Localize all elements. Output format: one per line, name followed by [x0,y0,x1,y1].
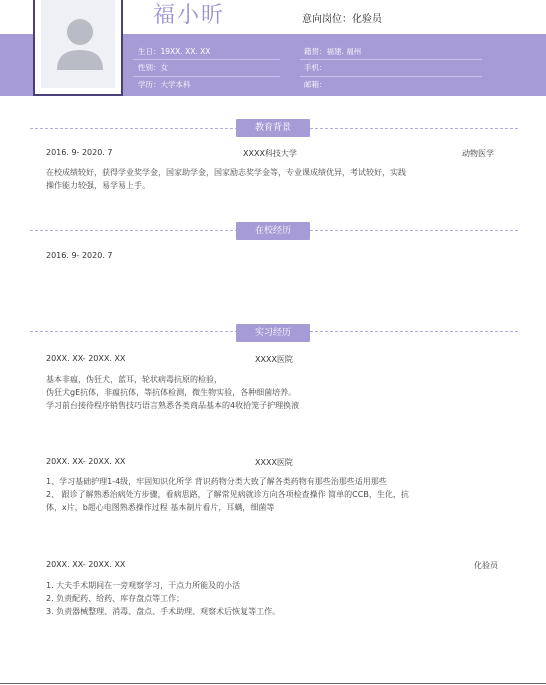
internship-org: XXXX医院 [255,355,293,364]
internship-description [46,579,280,618]
profile-photo [33,0,123,96]
job-intention: 意向岗位：化验员 [302,14,382,25]
internship-description [46,373,299,412]
education-date: 2016. 9- 2020. 7 [46,148,113,157]
avatar-icon [41,0,115,88]
phone: 手机： [304,63,327,72]
info-divider [133,59,280,60]
campus-date: 2016. 9- 2020. 7 [46,251,113,260]
birthday: 生日：19XX. XX. XX [138,47,211,56]
internship-line: 2、 跟诊了解熟悉治病处方步骤，看病思路，了解常见病就诊方向各项检查操作 简单的CCB，生化，抗 [46,490,409,499]
hometown: 籍贯：福建. 福州 [304,47,362,56]
info-divider [300,76,482,77]
internship-role: 化验员 [474,561,498,570]
info-divider [133,76,280,77]
section-title-education: 教育背景 [236,119,310,137]
internship-line: 学习前台接待程序销售技巧语言熟悉各类商品基本的4收拾笼子护理换液 [46,401,300,410]
page-bottom-border [0,683,546,684]
internship-description [46,475,409,514]
section-title-internship: 实习经历 [236,324,310,342]
education-line: 在校成绩较好，获得学业奖学金，国家助学金，国家励志奖学金等，专业课成绩优异，考试较好，实践 [46,168,406,177]
education-major: 动物医学 [462,149,494,158]
internship-line: 3. 负责器械整理、消毒、盘点、手术助理、观察术后恢复等工作。 [46,607,281,616]
internship-date: 20XX. XX- 20XX. XX [46,354,126,363]
section-title-campus: 在校经历 [236,222,310,240]
internship-date: 20XX. XX- 20XX. XX [46,457,126,466]
internship-date: 20XX. XX- 20XX. XX [46,560,126,569]
education-school: XXXX科技大学 [243,149,297,158]
internship-line: 2. 负责配药、给药、库存盘点等工作； [46,594,185,603]
internship-org: XXXX医院 [255,458,293,467]
internship-line: 1. 大夫手术期间在一旁观察学习，干点力所能及的小活 [46,581,241,590]
gender: 性别：女 [138,63,168,72]
avatar-placeholder [41,0,115,88]
internship-line: 1、学习基础护理1-4级，牢固知识化所学 背识药物分类大致了解各类药物有那些治那些适用那些 [46,477,387,486]
internship-line: 伪狂犬gE抗体，非瘟抗体，等抗体检测，微生物实验，各种细菌培养。 [46,388,297,397]
candidate-name: 福小昕 [153,3,226,28]
internship-line: 体，x片，b超心电图熟悉操作过程 基本制片看片，耳螨，细菌等 [46,503,275,512]
email: 邮箱： [304,80,327,89]
internship-line: 基本非瘟，伪狂犬，蓝耳，轮状病毒抗原的检验， [46,375,222,384]
education-description [46,166,406,192]
info-divider [300,59,482,60]
education-level: 学历：大学本科 [138,80,191,89]
education-line: 操作能力较强，易学易上手。 [46,181,150,190]
